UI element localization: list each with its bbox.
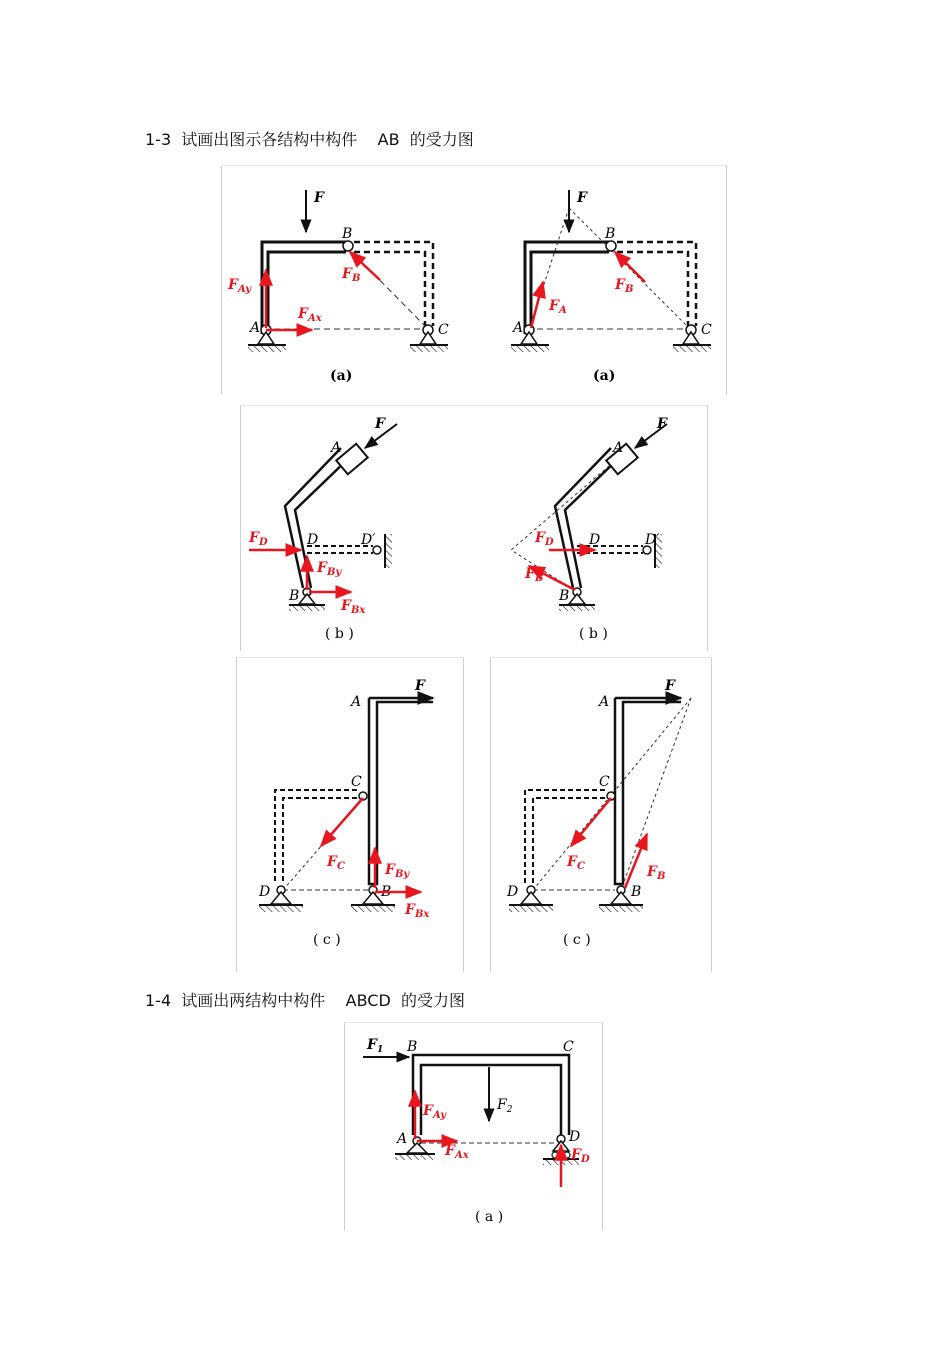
svg-text:D: D bbox=[569, 1129, 581, 1145]
svg-text:B: B bbox=[289, 588, 300, 604]
svg-text:FD: $F_D$ bbox=[571, 1147, 590, 1165]
svg-text:A: A bbox=[250, 320, 261, 336]
caption-1-4-a: ( a ) bbox=[475, 1209, 504, 1225]
svg-text:C: C bbox=[351, 774, 362, 790]
svg-text:C: C bbox=[599, 774, 610, 790]
svg-text:FC: $F_C$ bbox=[327, 854, 345, 872]
svg-text:F: F bbox=[657, 416, 667, 432]
caption-c-right: ( c ) bbox=[563, 932, 591, 948]
svg-text:FD: $F_D$ bbox=[249, 530, 268, 548]
svg-text:F: F bbox=[375, 416, 385, 432]
figure-a-panel bbox=[221, 165, 727, 394]
svg-text:A: A bbox=[599, 694, 610, 710]
svg-text:FB: $F_B$ bbox=[525, 566, 544, 584]
svg-text:FBy: $F_{By}$ bbox=[385, 862, 410, 880]
figure-c-right-panel bbox=[490, 657, 712, 972]
svg-text:A: A bbox=[331, 440, 342, 456]
figure-b-panel bbox=[240, 405, 708, 651]
svg-text:B: B bbox=[342, 226, 353, 242]
svg-text:D: D bbox=[259, 884, 271, 900]
caption-a-left: (a) bbox=[330, 368, 353, 384]
svg-text:FC: $F_C$ bbox=[567, 854, 585, 872]
svg-text:F: F bbox=[665, 678, 675, 694]
svg-text:FAx: $F_{Ax}$ bbox=[445, 1143, 469, 1161]
svg-text:B: B bbox=[559, 588, 570, 604]
figure-b-right bbox=[241, 406, 707, 651]
svg-text:B: B bbox=[605, 226, 616, 242]
svg-text:A: A bbox=[351, 694, 362, 710]
figure-a-right bbox=[222, 166, 726, 394]
svg-text:B: B bbox=[381, 884, 392, 900]
svg-text:D: D bbox=[307, 532, 319, 548]
svg-text:FBx: $F_{Bx}$ bbox=[341, 598, 366, 616]
svg-text:C: C bbox=[701, 322, 712, 338]
svg-text:FB: $F_B$ bbox=[615, 277, 634, 295]
svg-text:FAx: $F_{Ax}$ bbox=[298, 306, 322, 324]
svg-text:FB: $F_B$ bbox=[647, 864, 666, 882]
svg-text:FA: $F_A$ bbox=[549, 298, 567, 316]
section-1-3-title: 1-3 试画出图示各结构中构件 AB 的受力图 bbox=[145, 130, 474, 149]
svg-text:FB: $F_B$ bbox=[342, 266, 361, 284]
svg-text:F: F bbox=[415, 678, 425, 694]
svg-text:D: D bbox=[589, 532, 601, 548]
svg-text:FBx: $F_{Bx}$ bbox=[405, 902, 430, 920]
figure-c-right bbox=[491, 658, 711, 972]
svg-text:F1: $F_1$ bbox=[367, 1037, 384, 1055]
svg-text:FBy: $F_{By}$ bbox=[317, 560, 342, 578]
svg-text:D′: D′ bbox=[645, 532, 660, 548]
caption-b-left: ( b ) bbox=[325, 626, 354, 642]
svg-text:FAy: $F_{Ay}$ bbox=[423, 1103, 447, 1121]
svg-text:A: A bbox=[397, 1131, 408, 1147]
svg-text:F2: $F_2$ bbox=[497, 1097, 513, 1115]
svg-text:B: B bbox=[407, 1039, 418, 1055]
svg-text:D′: D′ bbox=[361, 532, 376, 548]
svg-text:FAy: $F_{Ay}$ bbox=[228, 277, 252, 295]
svg-text:FD: $F_D$ bbox=[535, 530, 554, 548]
caption-a-right: (a) bbox=[593, 368, 616, 384]
label-F: F bbox=[314, 190, 324, 206]
figure-1-4-a bbox=[345, 1023, 602, 1231]
svg-text:F: F bbox=[577, 190, 587, 206]
svg-text:D: D bbox=[507, 884, 519, 900]
figure-c-left bbox=[237, 658, 463, 972]
svg-text:C: C bbox=[438, 322, 449, 338]
figure-c-left-panel bbox=[236, 657, 464, 972]
section-1-4-title: 1-4 试画出两结构中构件 ABCD 的受力图 bbox=[145, 991, 465, 1010]
svg-text:A: A bbox=[613, 440, 624, 456]
caption-c-left: ( c ) bbox=[313, 932, 341, 948]
caption-b-right: ( b ) bbox=[579, 626, 608, 642]
svg-text:A: A bbox=[513, 320, 524, 336]
figure-1-4-a-panel bbox=[344, 1022, 603, 1231]
svg-text:C: C bbox=[563, 1039, 574, 1055]
svg-text:B: B bbox=[631, 884, 642, 900]
